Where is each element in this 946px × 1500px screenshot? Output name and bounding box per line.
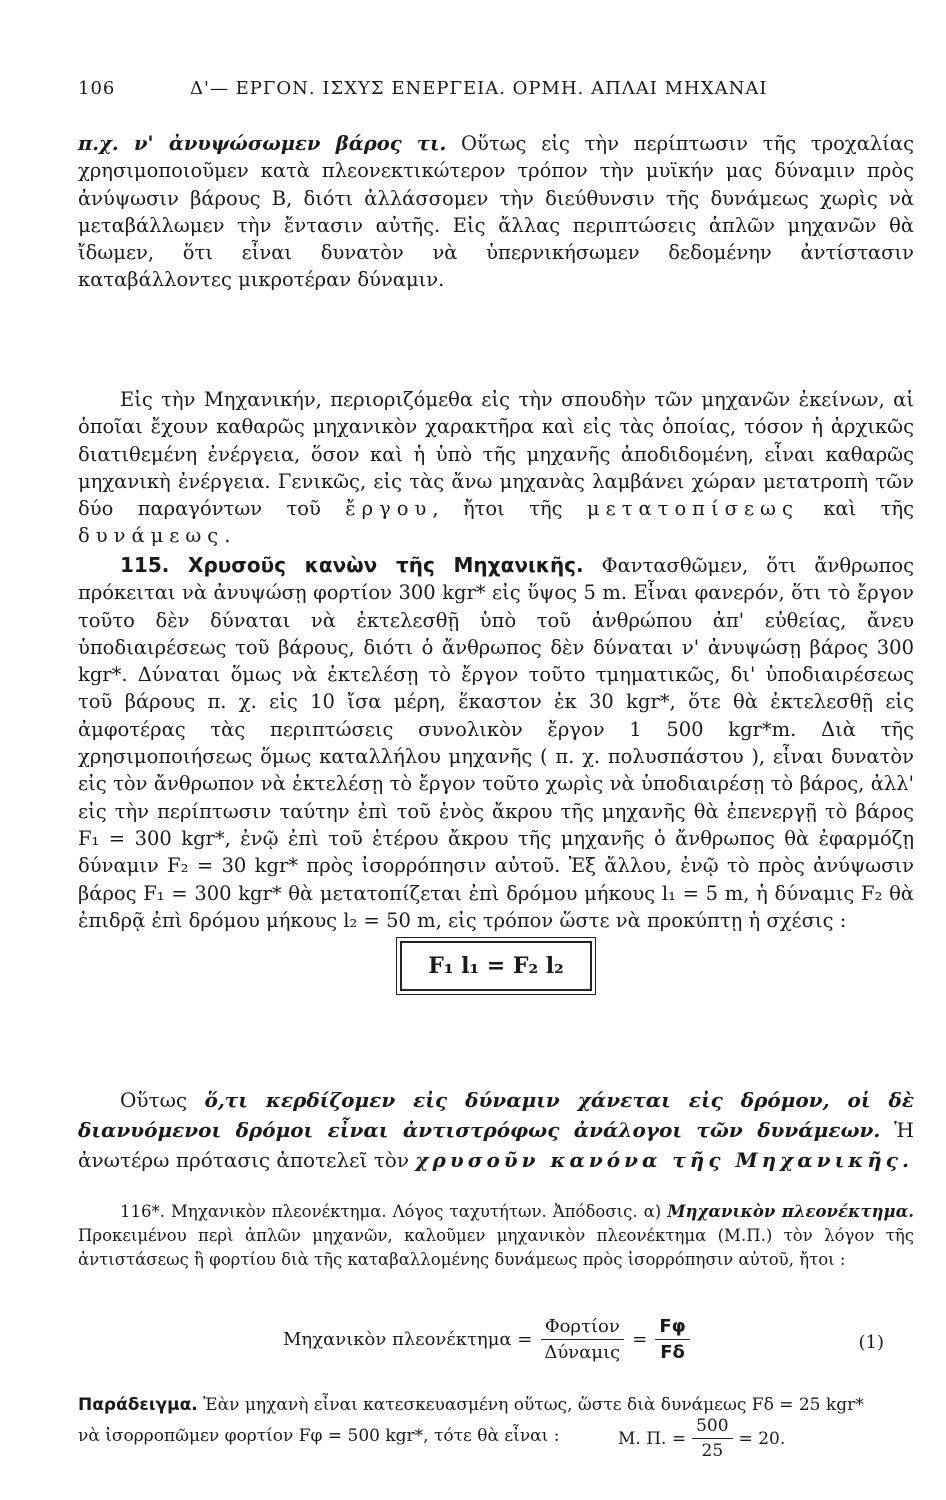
- section-116: [78, 1200, 914, 1272]
- mp-numerator: 500: [692, 1416, 732, 1439]
- mechanical-advantage-calc: [618, 1416, 785, 1461]
- mechanics-text: Εἰς τὴν Μηχανικήν, περιοριζόμεθα εἰς τὴν σπουδὴν τῶν μηχανῶν ἐκείνων, αἱ ὁποῖαι ἔχουν καθαρῶς μηχανικὸν χαρακτῆρα καὶ εἰς τὰς ὁποίας, τόσον ἡ ἀρχικῶς διατιθεμένη ἐνέργεια, ὅσον καὶ ἡ ὑπὸ τῆς μηχανῆς ἀποδιδομένη, εἶναι καθαρῶς μηχανικὴ ἐνέργεια. Γενικῶς, εἰς τὰς ἄνω μηχανὰς λαμβάνει χώραν μετατροπὴ τῶν δύο παραγόντων τοῦ: [78, 388, 914, 521]
- equation-1-equals: =: [632, 1329, 648, 1350]
- section-115: [78, 552, 914, 934]
- intro-text: Οὕτως εἰς τὴν περίπτωσιν τῆς τροχαλίας χρησιμοποιοῦμεν κατὰ πλεονεκτικώτερον τρόπον τὴν μυϊκήν μας δύναμιν πρὸς ἀνύψωσιν βάρους Β, διότι ἀλλάσσομεν τὴν διεύθυνσιν τῆς δυνάμεως χωρὶς νὰ μεταβάλλωμεν τὴν ἔντασιν αὐτῆς. Εἰς ἄλλας περιπτώσεις ἁπλῶν μηχανῶν θὰ ἴδωμεν, ὅτι εἶναι δυνατὸν νὰ ὑπερνικήσωμεν δεδομένην ἀντίστασιν καταβάλλοντες μικροτέραν δύναμιν.: [78, 132, 914, 292]
- equation-1: [78, 1316, 914, 1376]
- golden-rule-statement: ὅ,τι κερδίζομεν εἰς δύναμιν χάνεται εἰς δρόμον, οἱ δὲ διανυόμενοι δρόμοι εἶναι ἀντιστρόφως ἀνάλογοι τῶν δυνάμεων.: [78, 1088, 914, 1142]
- golden-rule-name: χρυσοῦν κανόνα τῆς Μηχανικῆς.: [415, 1148, 913, 1172]
- boxed-formula: F₁ l₁ = F₂ l₂: [400, 941, 592, 991]
- example-label: Παράδειγμα.: [78, 1395, 198, 1415]
- frac-numerator-Ff: Fφ: [655, 1316, 689, 1340]
- section-116-title: 116*. Μηχανικὸν πλεονέκτημα. Λόγος ταχυτήτων. Ἀπόδοσις. α): [120, 1202, 668, 1221]
- mechanics-mid: , ἤτοι τῆς: [432, 497, 587, 521]
- golden-rule-lead: Οὕτως: [120, 1088, 205, 1112]
- mechanics-end: .: [224, 524, 231, 548]
- frac-numerator-fortion: Φορτίον: [541, 1316, 624, 1340]
- boxed-formula-wrap: [78, 941, 914, 991]
- section-115-title: 115. Χρυσοῦς κανὼν τῆς Μηχανικῆς.: [120, 553, 584, 577]
- example-line-1: [78, 1392, 914, 1418]
- mp-label: Μ. Π. =: [618, 1428, 687, 1449]
- mp-result: = 20.: [738, 1428, 786, 1449]
- equation-1-body: [283, 1316, 690, 1363]
- mp-denominator: 25: [701, 1441, 724, 1461]
- page-number: 106: [78, 78, 116, 99]
- equation-1-fraction-words: [540, 1316, 624, 1363]
- golden-rule-paragraph: [78, 1085, 914, 1175]
- mp-fraction: [692, 1416, 732, 1461]
- section-115-text: Φαντασθῶμεν, ὅτι ἄνθρωπος πρόκειται νὰ ἀνυψώσῃ φορτίον 300 kgr* εἰς ὕψος 5 m. Εἶναι φανερόν, ὅτι τὸ ἔργον τοῦτο δὲν δύναται νὰ ἐκτελεσθῇ ὑπὸ τοῦ ἀνθρώπου ἀπ' εὐθείας, ἄνευ ὑποδιαιρέσεως τοῦ βάρους, διότι ὁ ἄνθρωπος δὲν δύναται ν' ἀνυψώσῃ βάρος 300 kgr*. Δύναται ὅμως νὰ ἐκτελέσῃ τὸ ἔργον τοῦτο τμηματικῶς, δι' ὑποδιαιρέσεως τοῦ βάρους π. χ. εἰς 10 ἴσα μέρη, ἕκαστον ἐκ 30 kgr*, ὅτε θὰ ἐκτελεσθῇ εἰς ἀμφοτέρας τὰς περιπτώσεις συνολικὸν ἔργον 1 500 kgr*m. Διὰ τῆς χρησιμοποιήσεως ὅμως καταλλήλου μηχανῆς ( π. χ. πολυσπάστου ), εἶναι δυνατὸν εἰς τὸν ἄνθρωπον νὰ ἐκτελέσῃ τὸ ἔργον τοῦτο χωρὶς νὰ ὑποδιαιρέσῃ τὸ βάρος, ἀλλ' εἰς τὴν περίπτωσιν ταύτην ἐπὶ τοῦ ἑνὸς ἄκρου τῆς μηχανῆς θὰ ἐπενεργῇ τὸ βάρος F₁ = 300 kgr*, ἐνῷ ἐπὶ τοῦ ἑτέρου ἄκρου τῆς μηχανῆς ὁ ἄνθρωπος θὰ ἐφαρμόζῃ δύναμιν F₂ = 30 kgr* πρὸς ἰσορρόπησιν αὐτοῦ. Ἐξ ἄλλου, ἐνῷ τὸ πρὸς ἀνύψωσιν βάρος F₁ = 300 kgr* θὰ μετατοπίζεται ἐπὶ δρόμου μήκους l₁ = 5 m, ἡ δύναμις F₂ θὰ ἐπιδρᾷ ἐπὶ δρόμου μήκους l₂ = 50 m, εἰς τρόπον ὥστε νὰ προκύπτῃ ἡ σχέσις :: [78, 554, 914, 932]
- spaced-word-metatopiseos: μετατοπίσεως: [586, 497, 799, 521]
- mechanics-mid2: καὶ τῆς: [798, 497, 914, 521]
- equation-number: (1): [858, 1332, 884, 1353]
- section-116-term: Μηχανικὸν πλεονέκτημα.: [667, 1202, 915, 1221]
- example-text-1: Ἐὰν μηχανὴ εἶναι κατεσκευασμένη οὕτως, ὥστε διὰ δυνάμεως Fδ = 25 kgr*: [197, 1395, 864, 1415]
- equation-1-lhs: Μηχανικὸν πλεονέκτημα =: [283, 1329, 533, 1350]
- frac-denominator-Fd: Fδ: [660, 1342, 685, 1363]
- frac-denominator-dynamis: Δύναμις: [544, 1342, 621, 1363]
- example-text-2: νὰ ἰσορροπῶμεν φορτίον Fφ = 500 kgr*, τότε θὰ εἶναι :: [78, 1426, 560, 1446]
- page-header: [78, 70, 914, 106]
- running-title: Δ'— ΕΡΓΟΝ. ΙΣΧΥΣ ΕΝΕΡΓΕΙΑ. ΟΡΜΗ. ΑΠΛΑΙ ΜΗΧΑΝΑΙ: [190, 78, 768, 99]
- section-116-text: Προκειμένου περὶ ἁπλῶν μηχανῶν, καλοῦμεν μηχανικὸν πλεονέκτημα (Μ.Π.) τὸν λόγον τῆς ἀντιστάσεως ἢ φορτίου διὰ τῆς καταβαλλομένης δυνάμεως πρὸς ἰσορρόπησιν αὐτοῦ, ἤτοι :: [78, 1226, 914, 1269]
- equation-1-fraction-symbols: [655, 1316, 689, 1363]
- book-page: [78, 70, 915, 1461]
- spaced-word-dynameos: δυνάμεως: [78, 524, 225, 548]
- intro-lead: π.χ. ν' ἀνυψώσωμεν βάρος τι.: [78, 132, 447, 155]
- paragraph-intro: [78, 130, 914, 294]
- spaced-word-ergou: ἔργου: [345, 497, 433, 521]
- golden-rule-mid: Ἡ ἀνωτέρω πρότασις ἀποτελεῖ τὸν: [78, 1118, 914, 1172]
- paragraph-mechanics: [78, 386, 914, 550]
